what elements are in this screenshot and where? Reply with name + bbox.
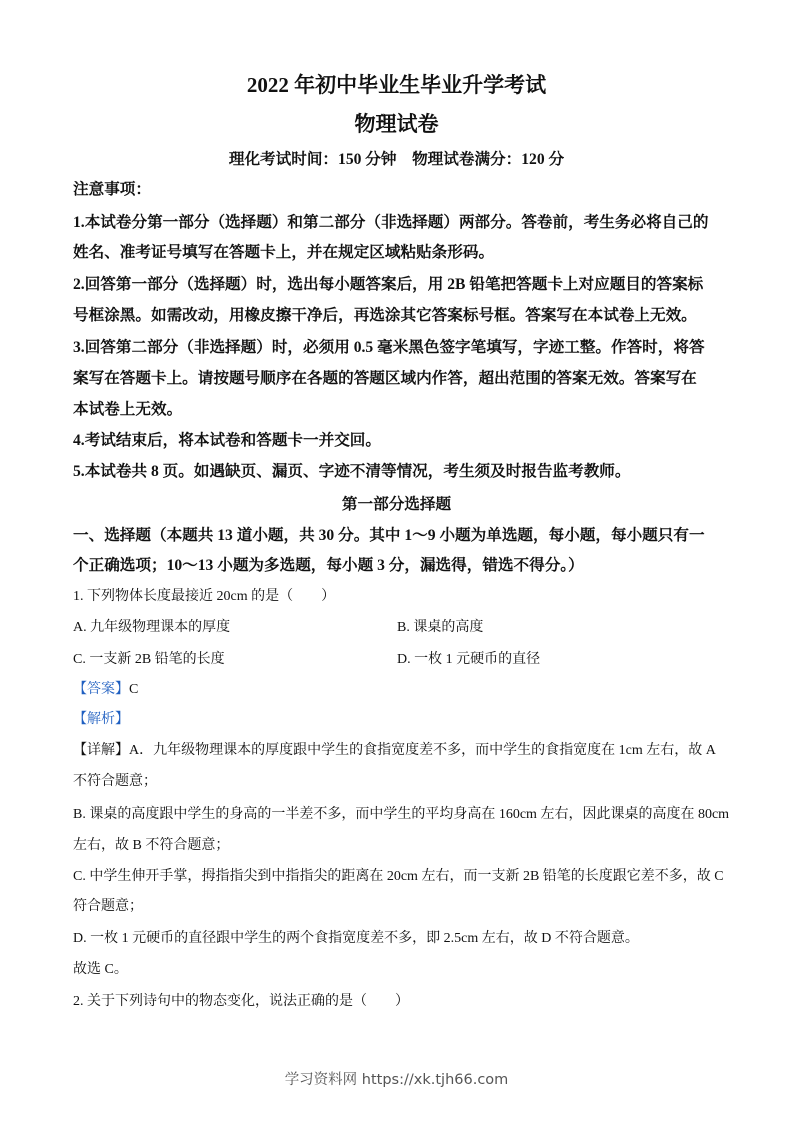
exam-info: 理化考试时间：150 分钟 物理试卷满分：120 分 — [228, 151, 565, 168]
section-instruction-line: 一、选择题（本题共 13 道小题，共 30 分。其中 1～9 小题为单选题，每小题，每小题只有一 — [73, 527, 705, 544]
answer-label: 【答案】 — [73, 682, 129, 697]
question-1-option-b: B. 课桌的高度 — [397, 620, 484, 635]
notice-line: 5.本试卷共 8 页。如遇缺页、漏页、字迹不清等情况，考生须及时报告监考教师。 — [73, 463, 631, 480]
analysis-label: 【解析】 — [73, 712, 129, 727]
answer-value: C — [129, 682, 139, 697]
notice-line: 3.回答第二部分（非选择题）时，必须用 0.5 毫米黑色签字笔填写，字迹工整。作答时，将答 — [73, 339, 705, 356]
notice-line: 号框涂黑。如需改动，用橡皮擦干净后，再选涂其它答案标号框。答案写在本试卷上无效。 — [73, 307, 697, 324]
question-2-stem: 2. 关于下列诗句中的物态变化，说法正确的是（ ） — [73, 994, 409, 1009]
part-heading: 第一部分选择题 — [341, 496, 452, 513]
question-1-option-c: C. 一支新 2B 铅笔的长度 — [73, 652, 225, 667]
detail-line: 左右，故 B 不符合题意； — [73, 838, 230, 853]
detail-line: 【详解】A．九年级物理课本的厚度跟中学生的食指宽度差不多，而中学生的食指宽度在 1cm 左右，故 A — [73, 743, 716, 758]
notice-line: 案写在答题卡上。请按题号顺序在各题的答题区域内作答，超出范围的答案无效。答案写在 — [73, 370, 697, 387]
detail-line: 不符合题意； — [73, 774, 157, 789]
conclusion-line: 故选 C。 — [73, 962, 128, 977]
notice-line: 4.考试结束后，将本试卷和答题卡一并交回。 — [73, 432, 381, 449]
question-1-option-d: D. 一枚 1 元硬币的直径 — [397, 652, 541, 667]
notice-heading: 注意事项： — [73, 181, 151, 198]
answer-line — [73, 680, 138, 700]
notice-line: 2.回答第一部分（选择题）时，选出每小题答案后，用 2B 铅笔把答题卡上对应题目的答案标 — [73, 276, 704, 293]
detail-line: D. 一枚 1 元硬币的直径跟中学生的两个食指宽度差不多，即 2.5cm 左右，故 D 不符合题意。 — [73, 931, 639, 946]
footer-watermark: 学习资料网 https://xk.tjh66.com — [284, 1072, 509, 1088]
notice-line: 本试卷上无效。 — [73, 401, 183, 418]
exam-title: 2022 年初中毕业生毕业升学考试 — [246, 73, 547, 97]
question-1-stem: 1. 下列物体长度最接近 20cm 的是（ ） — [73, 589, 336, 604]
question-1-option-a: A. 九年级物理课本的厚度 — [73, 620, 231, 635]
subject-title: 物理试卷 — [354, 112, 439, 136]
notice-line: 姓名、准考证号填写在答题卡上，并在规定区域粘贴条形码。 — [73, 244, 495, 261]
detail-line: B. 课桌的高度跟中学生的身高的一半差不多，而中学生的平均身高在 160cm 左右，因此课桌的高度在 80cm — [73, 807, 730, 822]
detail-line: 符合题意； — [73, 899, 143, 914]
notice-line: 1.本试卷分第一部分（选择题）和第二部分（非选择题）两部分。答卷前，考生务必将自己的 — [73, 214, 709, 231]
detail-line: C. 中学生伸开手掌，拇指指尖到中指指尖的距离在 20cm 左右，而一支新 2B 铅笔的长度跟它差不多，故 C — [73, 869, 724, 884]
section-instruction-line: 个正确选项；10～13 小题为多选题，每小题 3 分，漏选得，错选不得分。） — [73, 557, 584, 574]
